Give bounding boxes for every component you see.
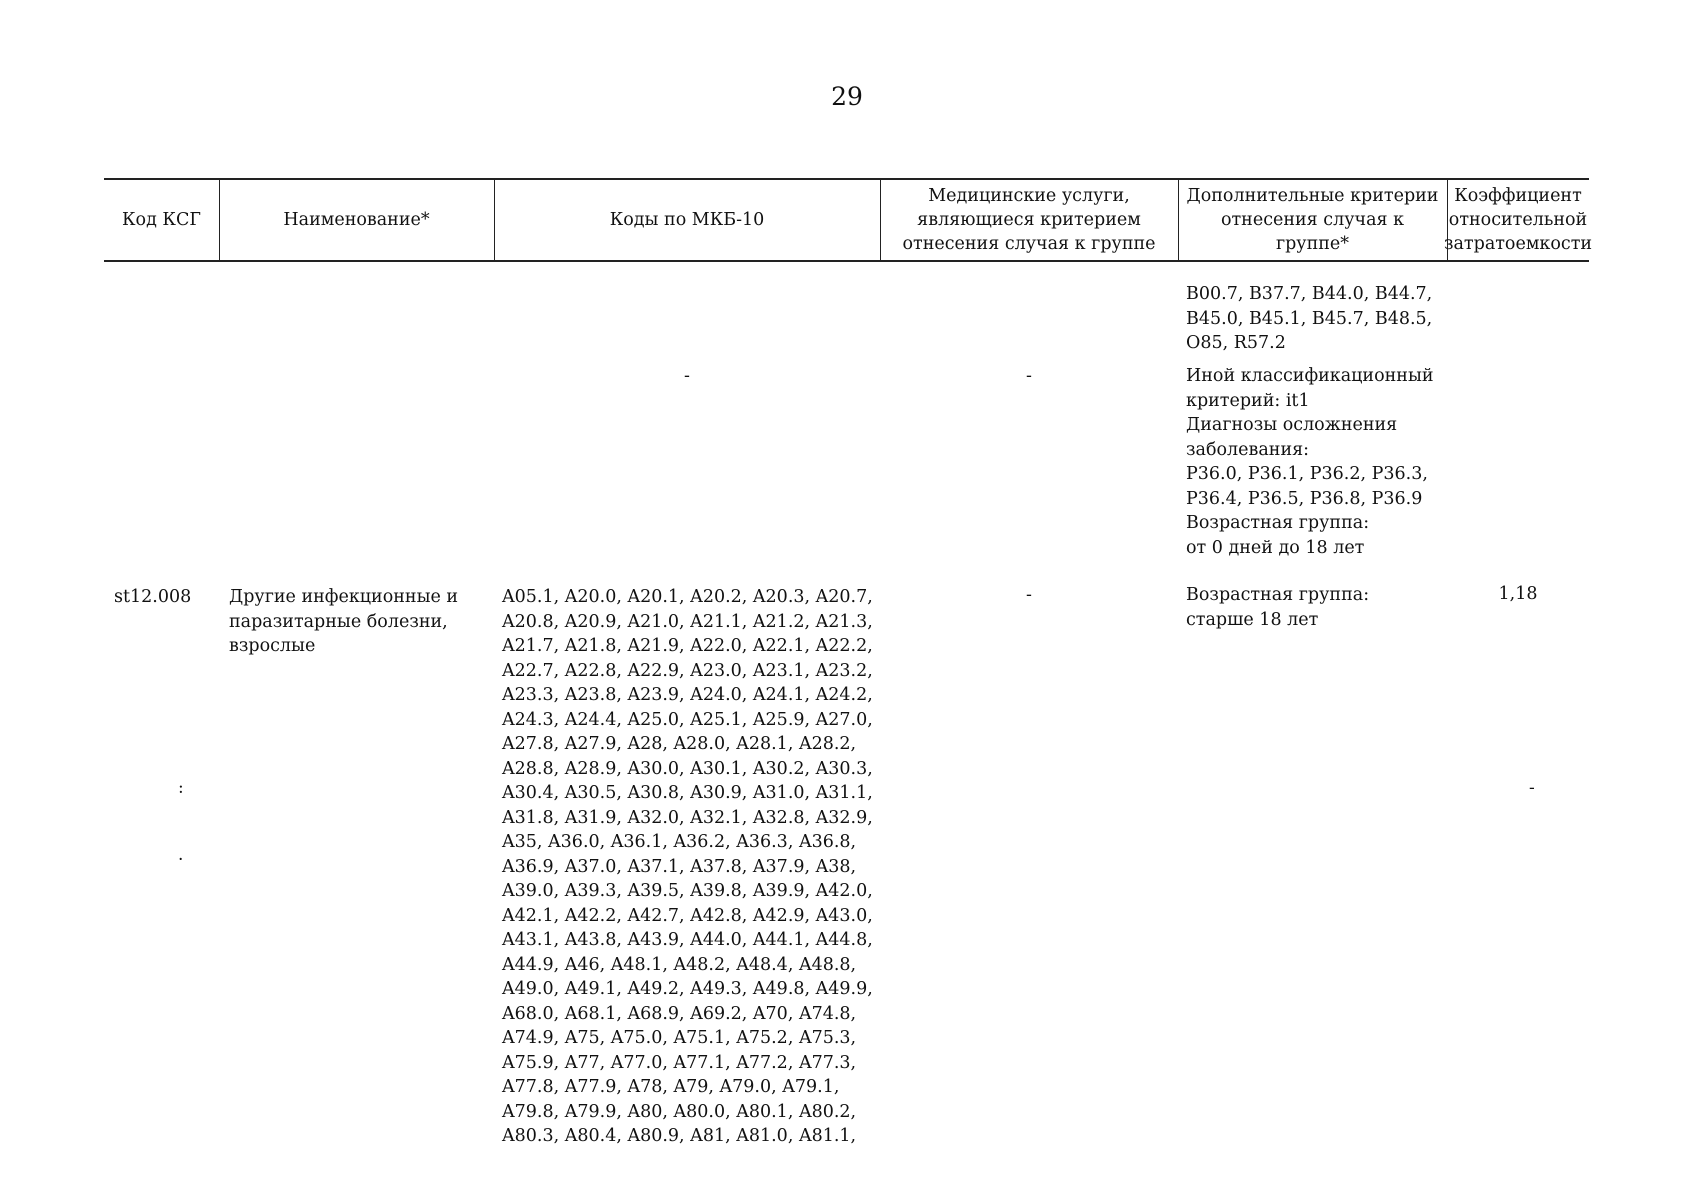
continuation-extra-codes: B00.7, B37.7, B44.0, B44.7, B45.0, B45.1, B45.7, B48.5, O85, R57.2: [1186, 284, 1433, 353]
page-number: 29: [831, 82, 863, 111]
scan-mark-colon: :: [178, 778, 184, 798]
ksg-table: [104, 178, 1593, 1178]
header-icd: Коды по МКБ-10: [609, 210, 765, 230]
continuation-services-dash: -: [1026, 366, 1032, 386]
row-icd-codes: A05.1, A20.0, A20.1, A20.2, A20.3, A20.7, A20.8, A20.9, A21.0, A21.1, A21.2, A21.3, A21.7, A21.8, A21.9, A22.0, A22.1, A22.2, A22.7, A22.8, A22.9, A23.0, A23.1, A23.2, A23.3, A23.8, A23.9, A24.0, A24.1, A24.2, A24.3, A24.4, A25.0, A25.1, A25.9, A27.0, A27.8, A27.9, A28, A28.0, A28.1, A28.2, A28.8, A28.9, A30.0, A30.1, A30.2, A30.3, A30.4, A30.5, A30.8, A30.9, A31.0, A31.1, A31.8, A31.9, A32.0, A32.1, A32.8, A32.9, A35, A36.0, A36.1, A36.2, A36.3, A36.8, A36.9, A37.0, A37.1, A37.8, A37.9, A38, A39.0, A39.3, A39.5, A39.8, A39.9, A42.0, A42.1, A42.2, A42.7, A42.8, A42.9, A43.0, A43.1, A43.8, A43.9, A44.0, A44.1, A44.8, A44.9, A46, A48.1, A48.2, A48.4, A48.8, A49.0, A49.1, A49.2, A49.3, A49.8, A49.9, A68.0, A68.1, A68.9, A69.2, A70, A74.8, A74.9, A75, A75.0, A75.1, A75.2, A75.3, A75.9, A77, A77.0, A77.1, A77.2, A77.3, A77.8, A77.9, A78, A79, A79.0, A79.1, A79.8, A79.9, A80, A80.0, A80.1, A80.2, A80.3, A80.4, A80.9, A81, A81.0, A81.1,: [502, 587, 873, 1146]
row-code: st12.008: [114, 587, 192, 607]
table-header-row: [104, 178, 1593, 262]
header-name: Наименование*: [283, 210, 430, 230]
row-coefficient: 1,18: [1498, 584, 1538, 604]
scan-mark-dot: ·: [178, 850, 184, 870]
scan-mark-dash: -: [1529, 778, 1535, 798]
row-name: Другие инфекционные и паразитарные болезни, взрослые: [229, 587, 459, 656]
header-code: Код КСГ: [122, 210, 201, 230]
header-extra-criteria: Дополнительные критерии отнесения случая к группе*: [1186, 186, 1439, 254]
row-extra-criteria: Возрастная группа: старше 18 лет: [1186, 585, 1370, 630]
continuation-icd-dash: -: [684, 366, 690, 386]
continuation-extra-criteria: Иной классификационный критерий: it1 Диагнозы осложнения заболевания: P36.0, P36.1, P36.2, P36.3, P36.4, P36.5, P36.8, P36.9 Возрастная группа: от 0 дней до 18 лет: [1186, 366, 1434, 558]
header-coefficient: Коэффициент относительной затратоемкости: [1443, 186, 1593, 254]
header-services: Медицинские услуги, являющиеся критерием отнесения случая к группе: [902, 186, 1156, 254]
row-services-dash: -: [1026, 585, 1032, 605]
